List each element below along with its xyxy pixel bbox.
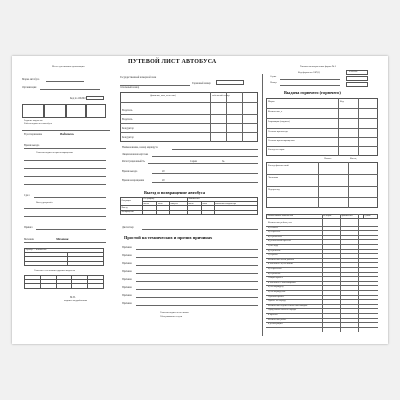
gos-nomer-label: Государственный номерной знак <box>120 76 157 79</box>
col-nachalo: Начало <box>324 157 332 160</box>
pererashod-label: Перерасход <box>268 188 280 191</box>
mid-field-2: Кондуктор <box>122 127 134 130</box>
vyezd-razreshen: Выезд разрешён <box>36 201 53 204</box>
result-row: б) в простое <box>268 230 281 234</box>
otm-label: Отметки о состоянии здоровья водителя <box>34 269 76 272</box>
result-row: Общий пробег <box>268 276 283 280</box>
kod-label: Код <box>340 100 344 103</box>
fuel-stats <box>266 162 378 208</box>
mid-field-1: Водитель <box>122 118 133 121</box>
health-table <box>24 275 104 289</box>
sign-1: Водитель <box>60 132 74 136</box>
okud-label: Код формы по ОКУД <box>298 71 320 74</box>
results-table: Наименование показателей по норме фактически Сумма <box>266 214 378 219</box>
prostoi-1: Причина <box>122 254 132 257</box>
year-prefix-1: 20 <box>162 170 165 173</box>
result-row: г) по ходу <box>268 244 279 247</box>
result-row: Количество перевезённых пассажиров <box>268 303 308 307</box>
result-row: в) в ремонтах <box>268 234 282 238</box>
marka-label: Марка <box>268 100 275 103</box>
result-row: в) в ремонте <box>268 271 281 275</box>
result-row: в том числе: а) на линии <box>268 262 293 266</box>
result-row: б) по маршрутам <box>268 290 286 293</box>
result-row: а) в часах <box>268 225 278 229</box>
prostoi-7: Причина <box>122 302 132 305</box>
tabel-label: табельный номер <box>120 86 140 89</box>
mp-label: М.П. <box>70 296 76 299</box>
zadanie-label: Задание водителю <box>24 119 43 122</box>
okpo-label: Код по ОКПО <box>70 97 86 100</box>
prostoi-0: Причина <box>122 246 132 249</box>
fact-label: Расход фактический <box>268 164 289 167</box>
prostoi-title: Простой на технических и прочих причинах <box>124 235 213 240</box>
ob-sign: Обслуживание в пути <box>160 315 183 318</box>
left-grid-d <box>86 104 106 118</box>
depart-label: Время выезда <box>24 144 40 147</box>
tabel-col: табельный номер <box>212 94 230 97</box>
stamp-caption: Место для штампа организации <box>52 65 85 68</box>
mid-field-0: Водитель <box>122 109 133 112</box>
col-konec: Конец <box>350 157 357 160</box>
result-row: а) по маршруту <box>268 285 284 289</box>
result-row: е) в рейсе <box>268 253 278 257</box>
prostoi-2: Причина <box>122 262 132 265</box>
ostatok-label: Остаток при выезде <box>268 130 289 133</box>
result-row: б) в простоях <box>268 267 282 270</box>
vyezd-table: Операция По графику Фактически число часы минуты число часы показания спидометра Выезд Возвращение <box>120 197 258 215</box>
depart-mid: Время выезда <box>122 170 138 173</box>
result-row: Количество часов работы <box>268 257 294 261</box>
reg-nomer-label: Регистрационный № <box>122 160 145 163</box>
vyezd-title: Выезд и возвращение автобуса <box>144 190 206 195</box>
left-grid-a <box>22 104 44 118</box>
route-label: Наименование, номер маршрута <box>122 146 158 149</box>
code-box-2 <box>346 76 368 81</box>
form-title: ПУТЕВОЙ ЛИСТ АВТОБУСА <box>128 59 217 65</box>
sdal-label: Сдал <box>24 194 30 197</box>
prostoi-3: Причина <box>122 270 132 273</box>
in-order-label: В распоряжение <box>24 133 42 136</box>
prostoi-6: Причина <box>122 294 132 297</box>
mechanic-label: Механик <box>24 238 34 241</box>
result-row: в простое <box>268 313 278 316</box>
waybill-sheet <box>12 56 388 344</box>
mid-field-sub: (фамилия, имя, отчество) <box>150 94 176 97</box>
ostatok2-label: Остаток при возвращении <box>268 139 295 142</box>
zaprav-label: Заправщик (подпись) <box>268 120 290 123</box>
sign-2: Механик <box>56 237 69 241</box>
prostoi-4: Причина <box>122 278 132 281</box>
prostoi-sign: Отметки водителя по линии <box>160 311 189 314</box>
result-row: Нулевой пробег <box>268 294 285 298</box>
right-top-1: Серия <box>270 75 277 78</box>
okpo-box <box>86 96 104 100</box>
year-prefix-2: 20 <box>162 179 165 182</box>
okud-code: 0345004 <box>349 70 358 73</box>
ekonomia-label: Экономия <box>268 176 279 179</box>
corner-note: Типовая межотраслевая форма № 6 <box>300 65 336 68</box>
mp-sub: подпись медработника <box>64 299 88 302</box>
dispatcher-mid: Диспетчер <box>122 226 134 229</box>
work-label: Работа водителя и автобуса <box>24 122 52 125</box>
bus-marka-label: Марка автобуса <box>22 78 40 81</box>
ot-krasa: Отметки водителя при возвращении <box>36 151 73 154</box>
prostoi-5: Причина <box>122 286 132 289</box>
pribor-table: Прибор — показатели <box>24 248 104 266</box>
garazh-box <box>216 80 244 85</box>
org-label: Организация <box>22 86 37 89</box>
result-row: Пробег по городу <box>268 299 286 303</box>
code-box-3 <box>346 82 368 87</box>
rashod-label: Расход по норме <box>268 148 285 151</box>
left-grid-c <box>66 104 86 118</box>
seria-label: Серия <box>190 160 197 163</box>
prinyal-label: Принял <box>24 226 33 229</box>
driver-table <box>120 92 258 142</box>
lic-card-label: Лицензионная карточка <box>122 153 149 156</box>
result-row: в) ремонтный простой <box>268 239 291 243</box>
fuel-title: Выдача горючего (горючего) <box>284 90 341 95</box>
result-row: д) в ремонте <box>268 248 281 252</box>
right-top-2: Номер <box>270 81 277 84</box>
number-sign: № <box>222 160 225 163</box>
result-row: Количество работ <box>268 317 287 321</box>
result-row: в том числе с пассажирами <box>268 280 296 284</box>
result-row: Количество рейсов, час <box>268 221 292 224</box>
mid-field-3: Кондуктор <box>122 136 134 139</box>
return-mid: Время возвращения <box>122 179 144 182</box>
result-row: в регистрации <box>268 322 283 326</box>
result-row: Продолжительность наряда <box>268 308 297 312</box>
left-grid-b <box>44 104 66 118</box>
kolvo-label: Количество, л <box>268 110 283 113</box>
garazh-label: Гаражный номер <box>192 82 211 85</box>
